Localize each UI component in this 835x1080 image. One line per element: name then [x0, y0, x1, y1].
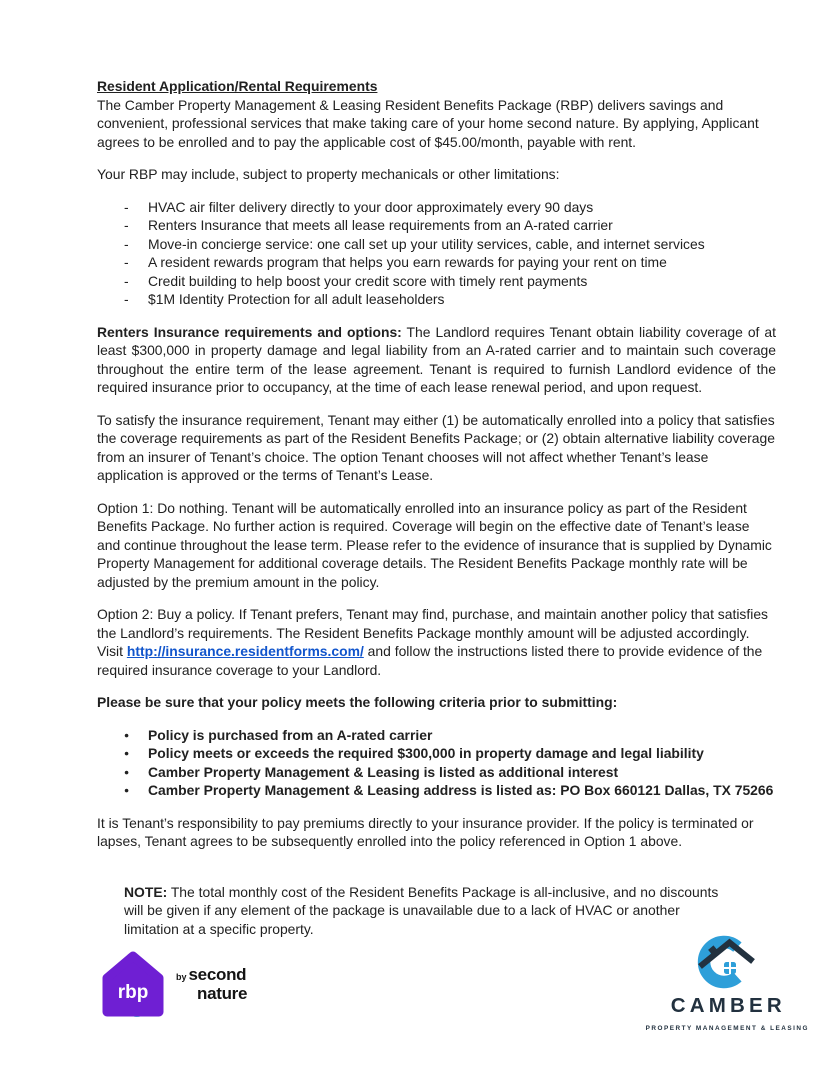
renters-insurance-paragraph: [97, 323, 776, 397]
list-item-text: Renters Insurance that meets all lease requirements from an A-rated carrier: [148, 217, 613, 233]
rbp-logo-icon: [97, 950, 169, 1026]
list-item-text: $1M Identity Protection for all adult leaseholders: [148, 291, 445, 307]
list-item-text: Policy meets or exceeds the required $300,000 in property damage and legal liability: [148, 745, 704, 761]
renters-insurance-label: Renters Insurance requirements and options:: [97, 323, 402, 340]
dash-marker: -: [124, 291, 129, 307]
list-item: [124, 235, 776, 254]
satisfy-requirement-paragraph: To satisfy the insurance requirement, Tenant may either (1) be automatically enrolled into a policy that satisfies the coverage requirements as part of the Resident Benefits Package; or (2) obtain alternative liability coverage from an insurer of Tenant’s choice. The option Tenant chooses will not affect whether Tenant’s lease application is approved or the terms of Tenant’s Lease.: [97, 411, 775, 483]
bullet-marker: ●: [124, 748, 130, 758]
list-item: [124, 781, 776, 800]
list-item: [124, 744, 776, 763]
option2-paragraph: [97, 605, 776, 679]
list-item-text: Credit building to help boost your credit score with timely rent payments: [148, 272, 588, 289]
list-item: [124, 216, 776, 235]
intro-paragraph: The Camber Property Management & Leasing Resident Benefits Package (RBP) delivers savings and convenient, professional services that make taking care of your home second nature. By applying, Applicant agrees to be enrolled and to pay the applicable cost of $45.00/month, payable with rent.: [97, 96, 759, 150]
list-item: [124, 198, 776, 217]
note-label: NOTE:: [124, 883, 168, 900]
footer-logos: [97, 950, 809, 1039]
list-item: [124, 253, 776, 272]
second-nature-wordmark: [176, 967, 247, 1026]
dash-marker: -: [124, 198, 129, 215]
rbp-logo-text: rbp: [117, 982, 149, 1003]
list-item: [124, 763, 776, 782]
camber-tagline: PROPERTY MANAGEMENT & LEASING: [645, 1025, 809, 1032]
list-item-text: A resident rewards program that helps you earn rewards for paying your rent on time: [148, 254, 667, 270]
list-item: [124, 726, 776, 745]
dash-marker: -: [124, 217, 129, 233]
list-item-text: Camber Property Management & Leasing is listed as additional interest: [148, 763, 619, 780]
rbp-second-nature-logo: [97, 950, 247, 1026]
criteria-list: [97, 726, 776, 800]
dash-marker: -: [124, 272, 129, 289]
criteria-heading: Please be sure that your policy meets the following criteria prior to submitting:: [97, 694, 618, 710]
list-item: [124, 272, 776, 291]
camber-wordmark: CAMBER: [670, 994, 786, 1017]
bullet-marker: ●: [124, 766, 130, 777]
nature-label: nature: [197, 983, 248, 1003]
option2-text-after: and follow the instructions listed there to provide evidence of the required insurance coverage to your Landlord.: [97, 643, 763, 678]
rbp-benefits-list: [97, 198, 776, 309]
page-title: Resident Application/Rental Requirements: [97, 78, 378, 94]
responsibility-paragraph: It is Tenant’s responsibility to pay premiums directly to your insurance provider. If the policy is terminated or lapses, Tenant agrees to be subsequently enrolled into the policy referenced in Option 1 above.: [97, 814, 754, 849]
dash-marker: -: [124, 254, 129, 270]
list-item-text: HVAC air filter delivery directly to your door approximately every 90 days: [148, 198, 594, 215]
option1-paragraph: Option 1: Do nothing. Tenant will be automatically enrolled into an insurance policy as part of the Resident Benefits Package. No further action is required. Coverage will begin on the effective date of Tenant’s lease and continue throughout the lease term. Please refer to the evidence of insurance that is supplied by Dynamic Property Management for additional coverage details. The Resident Benefits Package monthly rate will be adjusted by the premium amount in the policy.: [97, 499, 772, 590]
second-label: second: [188, 965, 247, 984]
insurance-residentforms-link[interactable]: http://insurance.residentforms.com/: [126, 643, 364, 659]
bullet-marker: ●: [124, 785, 130, 795]
dash-marker: -: [124, 235, 129, 252]
list-item-text: Move-in concierge service: one call set up your utility services, cable, and internet services: [148, 235, 705, 252]
camber-logo-icon: [694, 934, 758, 992]
list-item-text: Policy is purchased from an A-rated carrier: [148, 726, 433, 743]
list-item: [124, 290, 776, 309]
bullet-marker: ●: [124, 729, 130, 740]
rbp-include-line: Your RBP may include, subject to property mechanicals or other limitations:: [97, 166, 560, 182]
option2-text-before: Option 2: Buy a policy. If Tenant prefers, Tenant may find, purchase, and maintain another policy that satisfies the Landlord’s requirements. The Resident Benefits Package monthly amount will be adjusted accordingly. Visit: [97, 606, 768, 659]
note-text: The total monthly cost of the Resident Benefits Package is all-inclusive, and no discounts will be given if any element of the package is unavailable due to a lack of HVAC or another limitation at a specific property.: [124, 883, 719, 937]
camber-logo: [644, 934, 809, 1039]
list-item-text: Camber Property Management & Leasing address is listed as: PO Box 660121 Dallas, TX 75266: [148, 782, 774, 798]
renters-insurance-text: The Landlord requires Tenant obtain liability coverage of at least $300,000 in property damage and legal liability from an A-rated carrier and to maintain such coverage throughout the entire term of the lease agreement. Tenant is required to furnish Landlord evidence of the required insurance prior to occupancy, at the time of each lease renewal period, and upon request.: [97, 323, 776, 395]
note-paragraph: [124, 883, 738, 939]
by-label: by: [176, 972, 187, 982]
